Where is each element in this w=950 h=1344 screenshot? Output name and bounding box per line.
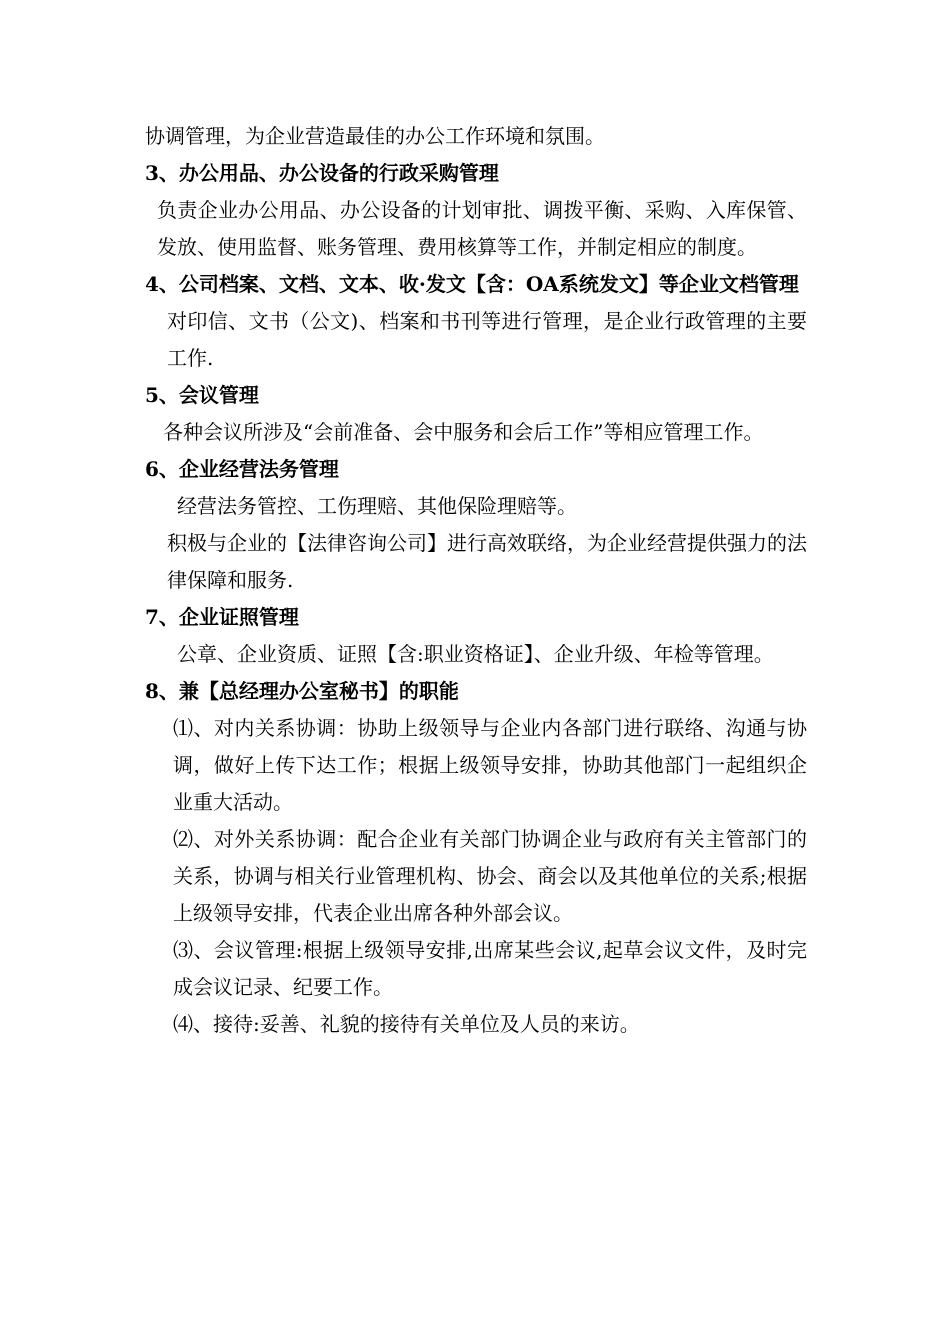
paragraph-section-6b: 积极与企业的【法律咨询公司】进行高效联络，为企业经营提供强力的法律保障和服务. [167,531,807,592]
heading-section-8: 8、兼【总经理办公室秘书】的职能 [145,679,459,703]
paragraph-section-7: 公章、企业资质、证照【含:职业资格证】、企业升级、年检等管理。 [177,642,774,666]
paragraph-section-8-item-4: ⑷、接待:妥善、礼貌的接待有关单位及人员的来访。 [173,1012,640,1036]
document-page [145,118,807,1043]
heading-section-4: 4、公司档案、文档、文本、收·发文【含：OA系统发文】等企业文档管理 [145,272,799,296]
paragraph-section-8-item-2: ⑵、对外关系协调：配合企业有关部门协调企业与政府有关主管部门的关系，协调与相关行业管理机构、协会、商会以及其他单位的关系;根据上级领导安排，代表企业出席各种外部会议。 [173,827,807,925]
paragraph-section-4: 对印信、文书（公文)、档案和书刊等进行管理，是企业行政管理的主要工作. [167,309,807,370]
heading-section-6: 6、企业经营法务管理 [145,457,339,481]
heading-section-7: 7、企业证照管理 [145,605,299,629]
heading-section-3: 3、办公用品、办公设备的行政采购管理 [145,161,499,185]
paragraph-intro-continued: 协调管理，为企业营造最佳的办公工作环境和氛围。 [145,124,605,148]
heading-section-5: 5、会议管理 [145,383,259,407]
paragraph-section-8-item-3: ⑶、会议管理:根据上级领导安排,出席某些会议,起草会议文件，及时完成会议记录、纪要工作。 [173,938,807,999]
paragraph-section-3: 负责企业办公用品、办公设备的计划审批、调拨平衡、采购、入库保管、发放、使用监督、账务管理、费用核算等工作，并制定相应的制度。 [157,198,807,259]
paragraph-section-8-item-1: ⑴、对内关系协调：协助上级领导与企业内各部门进行联络、沟通与协调，做好上传下达工作；根据上级领导安排，协助其他部门一起组织企业重大活动。 [173,716,807,814]
paragraph-section-6a: 经营法务管控、工伤理赔、其他保险理赔等。 [177,494,577,518]
paragraph-section-5: 各种会议所涉及“会前准备、会中服务和会后工作”等相应管理工作。 [163,420,764,444]
